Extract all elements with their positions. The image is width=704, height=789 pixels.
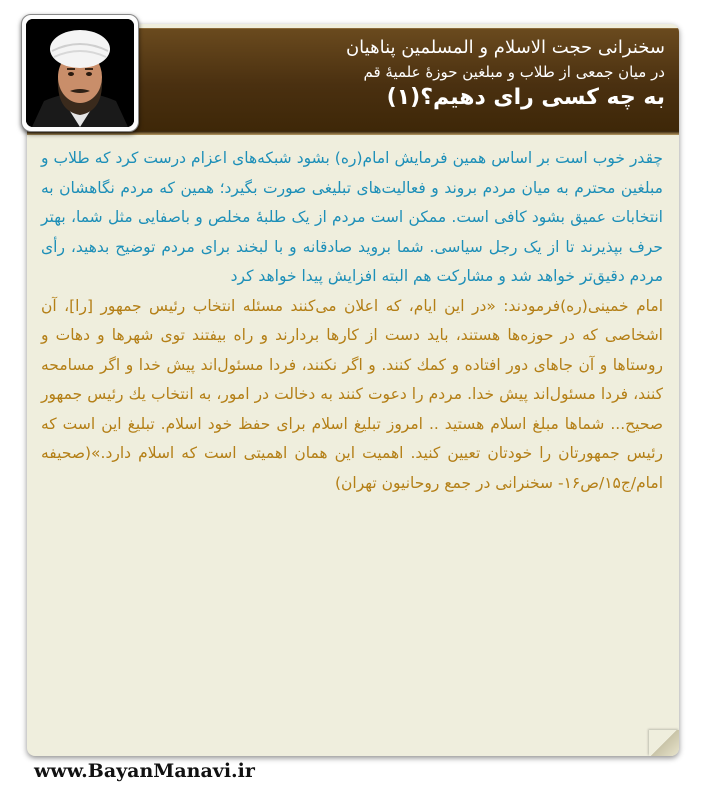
audience-line: در میان جمعی از طلاب و مبلغین حوزهٔ علمیهٔ قم (363, 63, 665, 81)
paragraph-2: امام خمینی(ره)فرمودند: «در این ایام، که اعلان می‌کنند مسئله انتخاب رئیس جمهور [را]، آن اشخاصی که در حوزه‌ها هستند، باید دست از کارها بردارند و راه بیفتند توی شهرها و دهات و روستاها و آن جاهای دور افتاده و کمك كنند. و اگر نکنند، فردا مسئول‌اند پیش خدا و اگر مسامحه کنند، فردا مسئول‌اند پیش خدا. مردم را دعوت کنند به دخالت در امور، به انتخاب یك رئیس جمهور صحیح... شماها مبلغ اسلام هستید .. امروز تبلیغ اسلام برای حفظ خود اسلام. تبلیغ این است که رئیس جمهورتان را خودتان تعیین کنید. اهمیت این همان اهمیتی است که اسلام دارد.»(صحیفه امام/ج۱۵/ص۱۶- سخنرانی در جمع روحانیون تهران) (41, 296, 663, 492)
page-title: به چه کسی رای دهیم؟(۱) (386, 85, 665, 110)
speaker-line: سخنرانی حجت الاسلام و المسلمین پناهیان (345, 37, 665, 58)
article-body (41, 144, 663, 498)
website-url[interactable]: www.BayanManavi.ir (34, 760, 255, 782)
speaker-portrait-icon (26, 19, 134, 127)
paragraph-1: چقدر خوب است بر اساس همین فرمایش امام(ره) بشود شبکه‌های اعزام درست کرد که طلاب و مبلغین محترم به میان مردم بروند و فعالیت‌های تبلیغی صورت بگیرد؛ همین که مردم نگاهشان به انتخابات عمیق بشود کافی است. ممکن است مردم از یک طلبهٔ مخلص و باصفایی مثل شما، بهتر حرف بپذیرند تا از یک رجل سیاسی. شما بروید صادقانه و با لبخند برای مردم توضیح بدهید، رأی مردم دقیق‌تر خواهد شد و مشارکت هم البته افزایش پیدا خواهد کرد (41, 149, 663, 285)
page-curl-decoration (649, 730, 679, 756)
content-card (27, 24, 679, 756)
header-text (145, 35, 665, 113)
speaker-photo-frame (21, 14, 139, 132)
